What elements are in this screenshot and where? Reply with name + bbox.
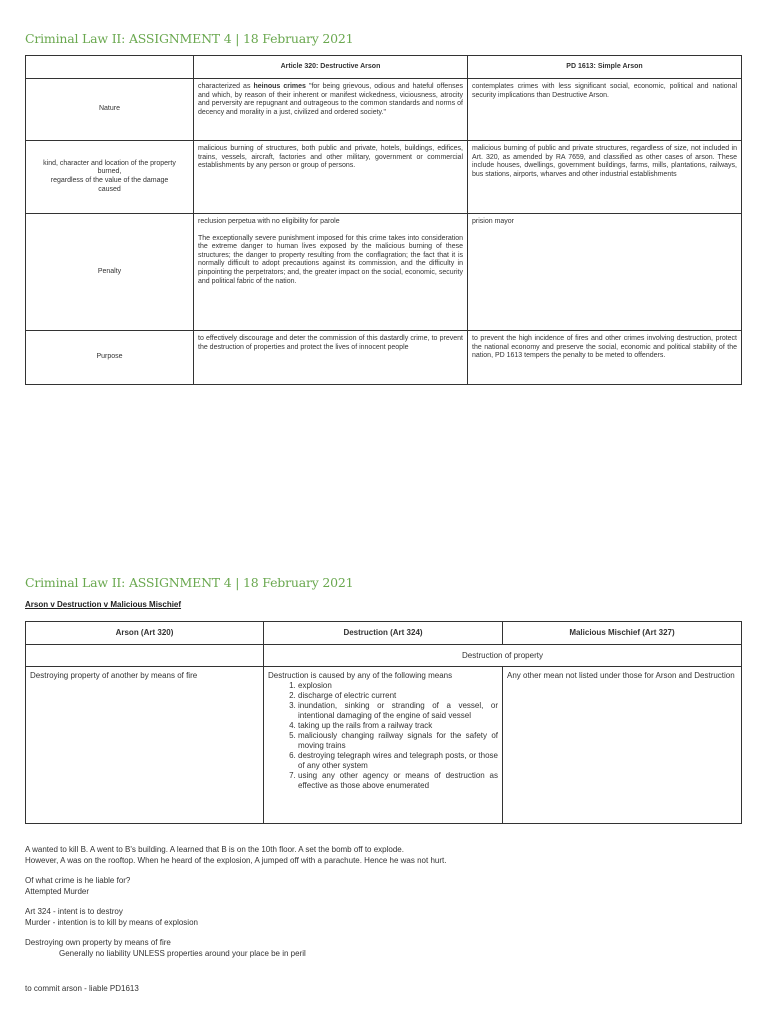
list-item: 6. destroying telegraph wires and telegraph posts, or those of any other system: [298, 751, 498, 771]
column-header: [26, 56, 194, 79]
row-label: Penalty: [26, 214, 194, 331]
table-cell: contemplates crimes with less significant social, economic, political and national security implications than Destructive Arson.: [468, 79, 742, 141]
penalty-rationale: The exceptionally severe punishment imposed for this crime takes into consideration the extreme danger to human lives exposed by the malicious burning of these structures; the danger to property resulting from the conflagration; the fact that it is normally difficult to adopt precautions against its commission, and the difficulty in pinpointing the perpetrators; and, the greater impact on the social, economic, security and political fabric of the nation.: [198, 234, 463, 285]
notes-section: [25, 845, 741, 959]
table-row: [26, 214, 742, 331]
list-item: 7. using any other agency or means of destruction as effective as those above enumerated: [298, 771, 498, 791]
destruction-intro: Destruction is caused by any of the following means: [268, 671, 453, 680]
table-cell: [264, 667, 503, 824]
table-cell: [26, 645, 264, 667]
destruction-list: [268, 681, 498, 791]
note-line: A wanted to kill B. A went to B's building. A learned that B is on the 10th floor. A set the bomb off to explode.: [25, 845, 404, 854]
table-cell: [194, 214, 468, 331]
column-header: PD 1613: Simple Arson: [468, 56, 742, 79]
crime-comparison-table: [25, 621, 742, 824]
list-item: 1. explosion: [298, 681, 498, 691]
table-cell: Any other mean not listed under those for Arson and Destruction: [503, 667, 742, 824]
table-header-row: [26, 56, 742, 79]
table-header-row: [26, 622, 742, 645]
note-question: Of what crime is he liable for?: [25, 876, 131, 885]
table-cell: malicious burning of public and private structures, regardless of size, not included in Art. 320, as amended by RA 7659, and classified as other cases of arson. These include houses, dwellings, government buildings, farms, mills, plantations, railways, bus stations, airports, wharves and other industrial establishments: [468, 141, 742, 214]
table-cell: Destroying property of another by means of fire: [26, 667, 264, 824]
bold-term: heinous crimes: [253, 83, 306, 90]
column-header: Malicious Mischief (Art 327): [503, 622, 742, 645]
note-line: Destroying own property by means of fire: [25, 938, 171, 947]
table-row: [26, 645, 742, 667]
spanning-cell: Destruction of property: [264, 645, 742, 667]
table-cell: to prevent the high incidence of fires and other crimes involving destruction, protect the national economy and preserve the social, economic and political stability of the nation, PD 1613 tempers the penalty to be meted to offenders.: [468, 331, 742, 385]
table-cell: to effectively discourage and deter the commission of this dastardly crime, to prevent the destruction of properties and protect the lives of innocent people: [194, 331, 468, 385]
table-row: [26, 667, 742, 824]
penalty-text: reclusion perpetua with no eligibility for parole: [198, 218, 340, 225]
note-answer: Attempted Murder: [25, 886, 90, 896]
arson-comparison-table: [25, 55, 742, 385]
list-item: 3. inundation, sinking or stranding of a vessel, or intentional damaging of the engine of said vessel: [298, 701, 498, 721]
table-cell: malicious burning of structures, both public and private, hotels, buildings, edifices, trains, vessels, aircraft, factories and other military, government or commercial establishments by any person or group of persons.: [194, 141, 468, 214]
note-line: Murder - intention is to kill by means of explosion: [25, 917, 198, 927]
table-row: [26, 79, 742, 141]
section-subtitle: Arson v Destruction v Malicious Mischief: [25, 600, 182, 609]
page-header: Criminal Law II: ASSIGNMENT 4 | 18 February 2021: [25, 31, 354, 46]
note-line: Art 324 - intent is to destroy: [25, 907, 123, 916]
table-row: [26, 331, 742, 385]
note-line: Generally no liability UNLESS properties around your place be in peril: [59, 948, 306, 958]
row-label: Nature: [26, 79, 194, 141]
row-label: Purpose: [26, 331, 194, 385]
table-row: [26, 141, 742, 214]
list-item: 5. maliciously changing railway signals for the safety of moving trains: [298, 731, 498, 751]
column-header: Destruction (Art 324): [264, 622, 503, 645]
list-item: 2. discharge of electric current: [298, 691, 498, 701]
column-header: Arson (Art 320): [26, 622, 264, 645]
row-label: kind, character and location of the property burned, regardless of the value of the damage caused: [26, 141, 194, 214]
table-cell: characterized as heinous crimes "for being grievous, odious and hateful offenses and which, by reason of their inherent or manifest wickedness, viciousness, atrocity and perversity are repugnant and outrageous to the common standards and norms of decency and morality in a just, civilized and ordered society.": [194, 79, 468, 141]
page-header: Criminal Law II: ASSIGNMENT 4 | 18 February 2021: [25, 575, 354, 590]
note-line: to commit arson - liable PD1613: [25, 984, 139, 993]
table-cell: prision mayor: [468, 214, 742, 331]
column-header: Article 320: Destructive Arson: [194, 56, 468, 79]
note-line: However, A was on the rooftop. When he heard of the explosion, A jumped off with a parachute. Hence he was not hurt.: [25, 855, 447, 865]
list-item: 4. taking up the rails from a railway track: [298, 721, 498, 731]
